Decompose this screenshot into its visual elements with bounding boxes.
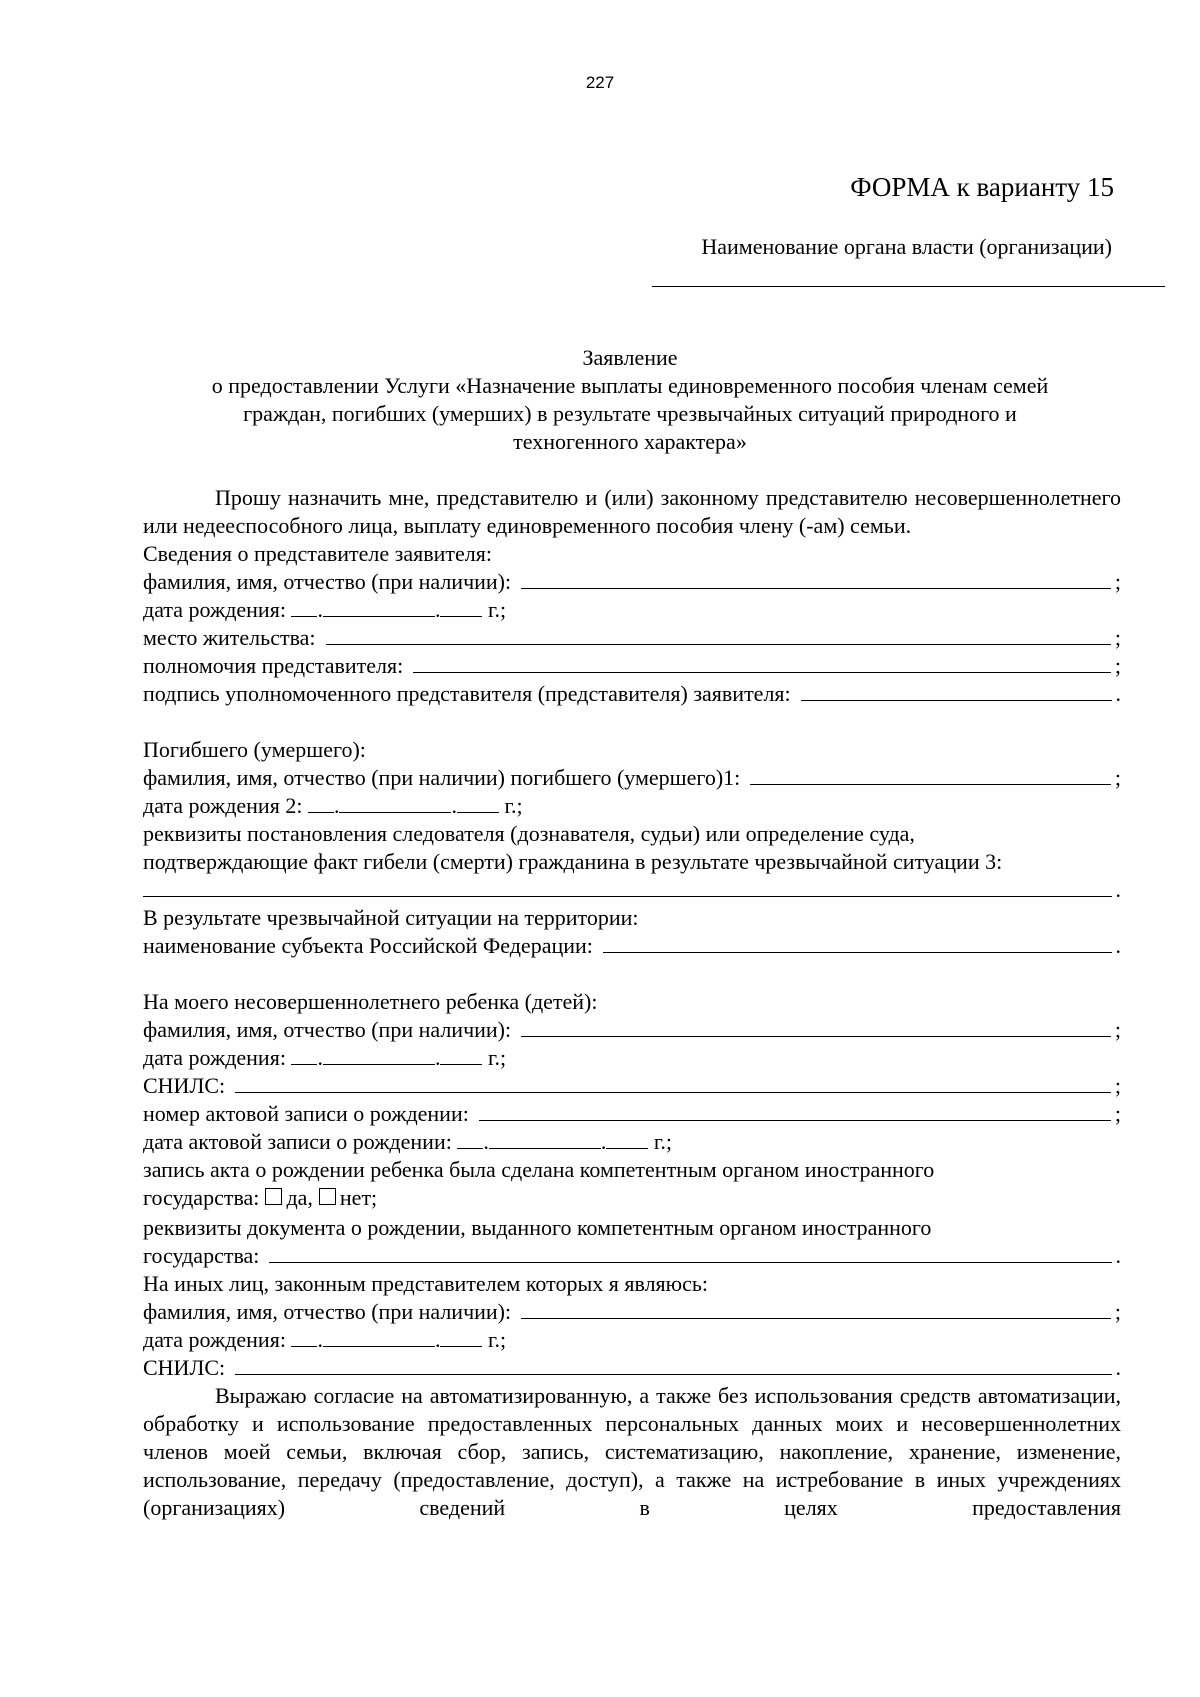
rep-signature-field[interactable] — [801, 680, 1112, 701]
org-name-field[interactable] — [652, 286, 1165, 287]
heading-line: Заявление — [582, 345, 678, 370]
punctuation: . — [1115, 933, 1121, 958]
page-number: 227 — [585, 73, 615, 92]
section-title: В результате чрезвычайной ситуации на территории: — [143, 905, 639, 930]
deceased-fio-row — [143, 764, 1121, 792]
field-label: фамилия, имя, отчество (при наличии): — [143, 1017, 512, 1042]
child-record-no-field[interactable] — [479, 1100, 1111, 1121]
field-label: фамилия, имя, отчество (при наличии) погибшего (умершего)1: — [143, 765, 741, 790]
field-label: государства: — [143, 1243, 260, 1268]
deceased-fio-field[interactable] — [750, 764, 1111, 785]
field-label: дата рождения 2: — [143, 793, 303, 818]
field-label: подпись уполномоченного представителя (представителя) заявителя: — [143, 681, 791, 706]
territory-subject-field[interactable] — [603, 932, 1112, 953]
day-field[interactable] — [457, 1128, 483, 1149]
month-field[interactable] — [323, 1044, 435, 1065]
punctuation: ; — [1114, 1073, 1121, 1098]
child-snils-field[interactable] — [235, 1072, 1111, 1093]
rep-dob-row: дата рождения: . . г.; — [143, 597, 507, 622]
year-field[interactable] — [606, 1128, 648, 1149]
rep-signature-row — [143, 680, 1121, 708]
punctuation: ; — [1114, 1017, 1121, 1042]
others-snils-row — [143, 1354, 1121, 1382]
others-snils-field[interactable] — [235, 1354, 1111, 1375]
field-label: СНИЛС: — [143, 1073, 226, 1098]
month-field[interactable] — [323, 1326, 435, 1347]
child-foreign-doc-row — [143, 1242, 1121, 1270]
day-field[interactable] — [291, 1044, 317, 1065]
form-body — [143, 484, 1121, 1522]
deceased-details-row — [143, 876, 1121, 904]
deceased-details-field[interactable] — [143, 876, 1112, 897]
section-title: На иных лиц, законным представителем которых я являюсь: — [143, 1271, 709, 1296]
heading-line: граждан, погибших (умерших) в результате чрезвычайных ситуаций природного и — [243, 401, 1017, 426]
day-field[interactable] — [308, 792, 334, 813]
rep-residence-field[interactable] — [326, 624, 1111, 645]
field-label: дата рождения: — [143, 597, 286, 622]
punctuation: . — [1115, 1355, 1121, 1380]
others-fio-field[interactable] — [521, 1298, 1111, 1319]
rep-fio-field[interactable] — [521, 568, 1111, 589]
yes-checkbox[interactable] — [265, 1188, 282, 1205]
year-field[interactable] — [457, 792, 499, 813]
field-label: дата актовой записи о рождении: — [143, 1129, 452, 1154]
text-line: подтверждающие факт гибели (смерти) гражданина в результате чрезвычайной ситуации 3: — [143, 849, 1003, 874]
month-field[interactable] — [489, 1128, 601, 1149]
year-field[interactable] — [440, 596, 482, 617]
heading-line: техногенного характера» — [513, 429, 747, 454]
rep-fio-row — [143, 568, 1121, 596]
punctuation: ; — [1114, 765, 1121, 790]
rep-authority-row — [143, 652, 1121, 680]
org-label: Наименование органа власти (организации) — [701, 234, 1112, 259]
punctuation: ; — [1114, 625, 1121, 650]
punctuation: . — [1115, 1243, 1121, 1268]
child-foreign-doc-field[interactable] — [269, 1242, 1111, 1263]
heading-line: о предоставлении Услуги «Назначение выплаты единовременного пособия членам семей — [211, 373, 1049, 398]
territory-subject-row — [143, 932, 1121, 960]
day-field[interactable] — [291, 1326, 317, 1347]
rep-residence-row — [143, 624, 1121, 652]
child-fio-field[interactable] — [521, 1016, 1111, 1037]
day-field[interactable] — [291, 596, 317, 617]
text-line: реквизиты документа о рождении, выданного компетентным органом иностранного — [143, 1215, 932, 1240]
section-title: Сведения о представителе заявителя: — [143, 541, 492, 566]
no-label: нет; — [339, 1185, 378, 1210]
field-label: фамилия, имя, отчество (при наличии): — [143, 569, 512, 594]
child-dob-row: дата рождения: . . г.; — [143, 1045, 507, 1070]
punctuation: ; — [1114, 569, 1121, 594]
month-field[interactable] — [339, 792, 451, 813]
consent-paragraph: Выражаю согласие на автоматизированную, а также без использования средств автоматизации, обработку и использование предоставленных персональных данных моих и несовершеннолетних членов моей семьи, включая сбор, запись, систематизацию, накопление, хранение, изменение, использование, передачу (предоставление, доступ), а также на истребование в иных учреждениях (организациях) сведений в целях предоставления — [143, 1383, 1121, 1520]
no-checkbox[interactable] — [319, 1188, 336, 1205]
child-record-date-row: дата актовой записи о рождении: . . г.; — [143, 1129, 672, 1154]
others-fio-row — [143, 1298, 1121, 1326]
deceased-dob-row: дата рождения 2: . . г.; — [143, 793, 523, 818]
child-record-no-row — [143, 1100, 1121, 1128]
child-snils-row — [143, 1072, 1121, 1100]
child-foreign-row — [143, 1184, 1121, 1214]
field-label: полномочия представителя: — [143, 653, 404, 678]
form-title: ФОРМА к варианту 15 — [850, 172, 1114, 202]
punctuation: ; — [1114, 1299, 1121, 1324]
field-label: место жительства: — [143, 625, 316, 650]
month-field[interactable] — [323, 596, 435, 617]
rep-authority-field[interactable] — [413, 652, 1111, 673]
year-field[interactable] — [440, 1326, 482, 1347]
text-line: запись акта о рождении ребенка была сделана компетентным органом иностранного — [143, 1157, 935, 1182]
year-field[interactable] — [440, 1044, 482, 1065]
field-label: дата рождения: — [143, 1045, 286, 1070]
punctuation: ; — [1114, 653, 1121, 678]
intro-paragraph: Прошу назначить мне, представителю и (или) законному представителю несовершеннолетнего или недееспособного лица, выплату единовременного пособия члену (-ам) семьи. — [143, 485, 1121, 538]
section-title: Погибшего (умершего): — [143, 737, 366, 762]
punctuation: . — [1115, 877, 1121, 902]
others-dob-row: дата рождения: . . г.; — [143, 1327, 507, 1352]
punctuation: . — [1115, 681, 1121, 706]
child-fio-row — [143, 1016, 1121, 1044]
field-label: дата рождения: — [143, 1327, 286, 1352]
document-heading — [150, 344, 1110, 456]
field-label: СНИЛС: — [143, 1355, 226, 1380]
yes-label: да, — [286, 1185, 313, 1210]
field-label: фамилия, имя, отчество (при наличии): — [143, 1299, 512, 1324]
field-label: наименование субъекта Российской Федерации: — [143, 933, 593, 958]
text-line: реквизиты постановления следователя (дознавателя, судьи) или определение суда, — [143, 821, 915, 846]
section-title: На моего несовершеннолетнего ребенка (детей): — [143, 989, 598, 1014]
punctuation: ; — [1114, 1101, 1121, 1126]
field-label: государства: — [143, 1185, 260, 1210]
field-label: номер актовой записи о рождении: — [143, 1101, 469, 1126]
